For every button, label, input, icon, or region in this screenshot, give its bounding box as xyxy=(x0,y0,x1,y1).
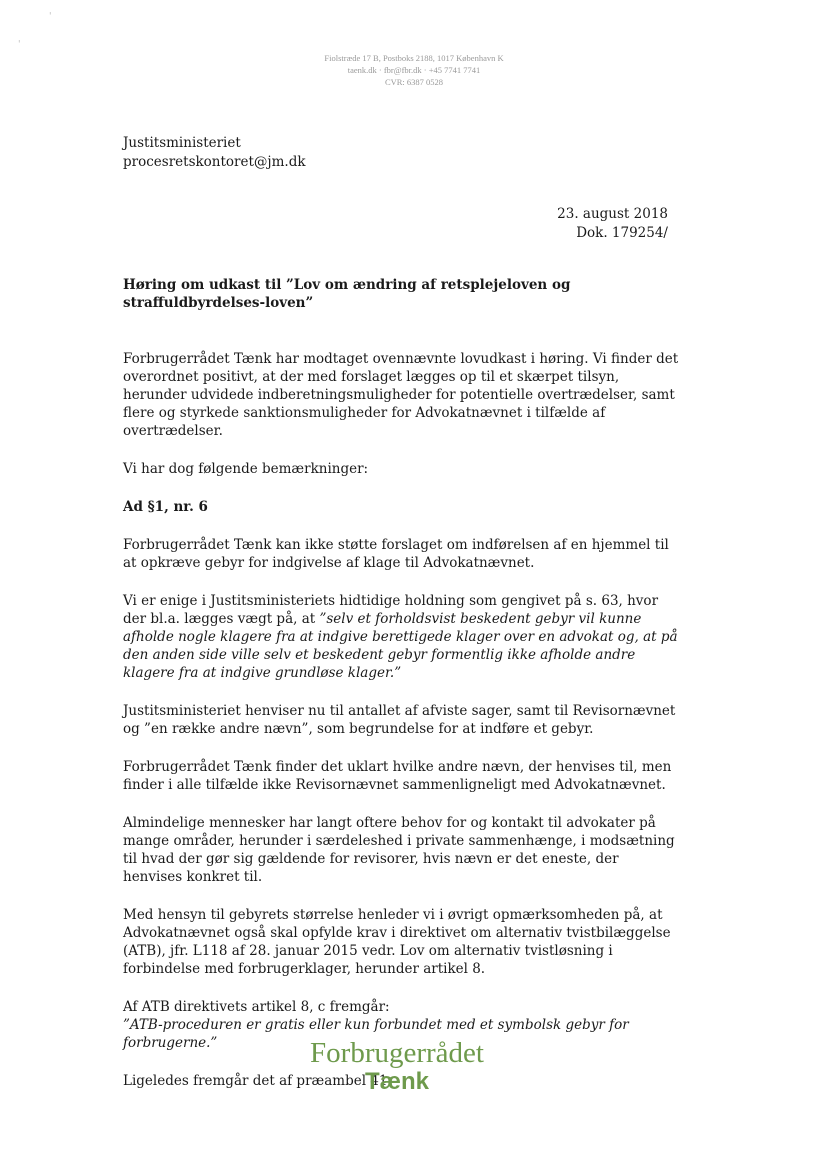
paragraph-atb-intro: Af ATB direktivets artikel 8, c fremgår: xyxy=(123,999,390,1015)
recipient-block xyxy=(123,134,306,172)
letterhead xyxy=(0,52,828,88)
paragraph-ministry-reference: Justitsministeriet henviser nu til antallet af afviste sager, samt til Revisornævnet og ”en række andre nævn”, som begrundelse for at indføre et gebyr. xyxy=(123,703,676,737)
paragraph-position: Forbrugerrådet Tænk kan ikke støtte forslaget om indførelsen af en hjemmel til at opkræve gebyr for indgivelse af klage til Advokatnævnet. xyxy=(123,537,669,571)
section-heading: Ad §1, nr. 6 xyxy=(123,499,208,515)
letterhead-contact: taenk.dk · fbr@fbr.dk · +45 7741 7741 xyxy=(347,65,481,75)
recipient-name: Justitsministeriet xyxy=(123,135,241,151)
logo-line-2: Tænk xyxy=(364,1068,429,1095)
margin-mark: ' xyxy=(49,12,52,22)
forbrugerraadet-logo xyxy=(0,1038,794,1096)
quote-atb-text: ”ATB-proceduren er gratis eller kun forbundet med et symbolsk gebyr for forbrugerne.” xyxy=(123,1017,629,1051)
date-block xyxy=(557,205,668,243)
paragraph-intro: Forbrugerrådet Tænk har modtaget ovennævnte lovudkast i høring. Vi finder det overordnet positivt, at der med forslaget lægges op til et skærpet tilsyn, herunder udvidede indberetningsmuligheder for potentielle overtrædelser, samt flere og styrkede sanktionsmuligheder for Advokatnævnet i tilfælde af overtrædelser. xyxy=(123,351,679,439)
paragraph-agreement xyxy=(123,592,679,682)
letter-date: 23. august 2018 xyxy=(557,206,668,222)
paragraph-citizens: Almindelige mennesker har langt oftere behov for og kontakt til advokater på mange områder, herunder i særdeleshed i private sammenhænge, i modsætning til hvad der gør sig gældende for revisorer, hvis nævn er det eneste, der henvises konkret til. xyxy=(123,815,675,885)
paragraph-agreement-lead: Vi er enige i Justitsministeriets hidtidige holdning som gengivet på s. 63, hvor der bl.a. lægges vægt på, at xyxy=(123,593,659,627)
quote-ministry: ”selv et forholdsvist beskedent gebyr vil kunne afholde nogle klagere fra at indgive berettigede klager over en advokat og, at på den anden side ville selv et beskedent gebyr formentlig ikke afholde andre klagere fra at indgive grundløse klager.” xyxy=(123,611,678,681)
letter-title: Høring om udkast til ”Lov om ændring af retsplejeloven og straffuldbyrdelses-loven” xyxy=(123,277,571,311)
recipient-email: procesretskontoret@jm.dk xyxy=(123,154,306,170)
paragraph-fee-size: Med hensyn til gebyrets størrelse henleder vi i øvrigt opmærksomheden på, at Advokatnævnet også skal opfylde krav i direktivet om alternativ tvistbilæggelse (ATB), jfr. L118 af 28. januar 2015 vedr. Lov om alternativ tvistløsning i forbindelse med forbrugerklager, herunder artikel 8. xyxy=(123,907,671,977)
logo-line-1: Forbrugerrådet xyxy=(310,1037,484,1069)
letterhead-cvr: CVR: 6387 0528 xyxy=(384,77,444,87)
paragraph-preamble: Ligeledes fremgår det af præambel 41: xyxy=(123,1073,393,1089)
paragraph-remarks: Vi har dog følgende bemærkninger: xyxy=(123,461,369,477)
letter-body xyxy=(123,350,679,1110)
letterhead-address: Fiolstræde 17 B, Postboks 2188, 1017 København K xyxy=(324,53,504,63)
document-reference: Dok. 179254/ xyxy=(576,225,668,241)
margin-mark: ' xyxy=(18,40,21,50)
paragraph-unclear: Forbrugerrådet Tænk finder det uklart hvilke andre nævn, der henvises til, men finder i alle tilfælde ikke Revisornævnet sammenligneligt med Advokatnævnet. xyxy=(123,759,672,793)
